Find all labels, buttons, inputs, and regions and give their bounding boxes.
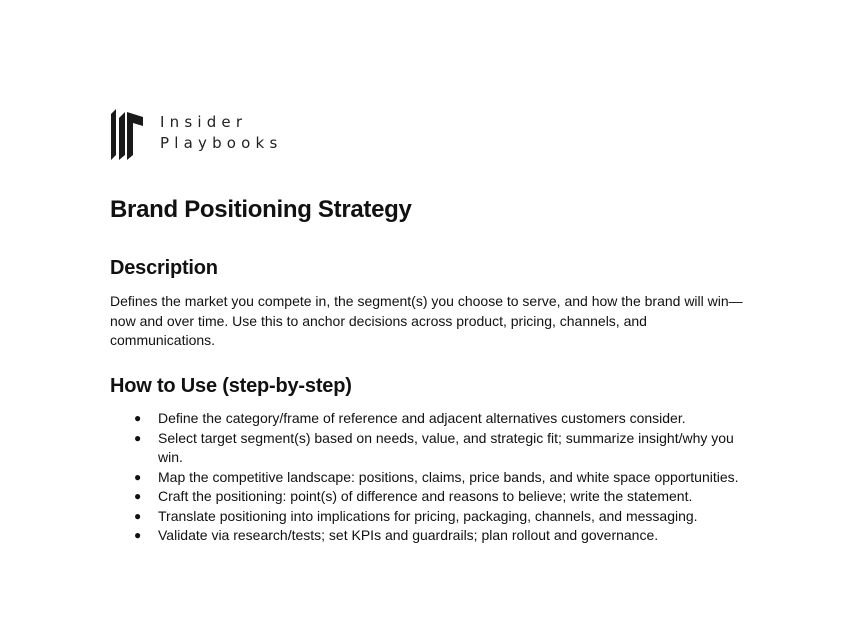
bullet-icon: ●	[134, 411, 142, 425]
how-to-use-heading: How to Use (step-by-step)	[110, 375, 352, 397]
list-item	[110, 487, 750, 507]
steps-list	[110, 409, 750, 546]
bullet-icon: ●	[134, 430, 142, 445]
list-item	[110, 507, 750, 527]
bullet-icon: ●	[134, 469, 142, 484]
step-text: Validate via research/tests; set KPIs and guardrails; plan rollout and governance.	[158, 527, 659, 543]
list-item	[110, 526, 750, 546]
logo-wordmark	[160, 112, 282, 154]
bullet-icon: ●	[134, 528, 142, 542]
list-item	[110, 429, 750, 468]
step-text: Select target segment(s) based on needs, value, and strategic fit; summarize insight/why you win.	[158, 429, 734, 465]
step-text: Translate positioning into implications for pricing, packaging, channels, and messaging.	[158, 507, 698, 524]
list-item	[110, 409, 750, 429]
bullet-icon: ●	[134, 508, 142, 523]
description-heading: Description	[110, 257, 218, 279]
logo-line-1: Insider	[160, 113, 248, 131]
insider-playbooks-logo	[110, 108, 310, 160]
step-text: Craft the positioning: point(s) of difference and reasons to believe; write the statement.	[158, 488, 693, 504]
description-text: Defines the market you compete in, the segment(s) you choose to serve, and how the brand will win—now and over time. Use this to anchor decisions across product, pricing, channels, and communications.	[110, 293, 743, 348]
step-text: Map the competitive landscape: positions, claims, price bands, and white space opportunities.	[158, 468, 739, 485]
step-text: Define the category/frame of reference and adjacent alternatives customers consider.	[158, 410, 686, 426]
page-title: Brand Positioning Strategy	[110, 196, 412, 223]
list-item	[110, 468, 750, 488]
bullet-icon: ●	[134, 489, 142, 503]
ip-monogram-logo-icon	[110, 108, 144, 160]
logo-line-2: Playbooks	[160, 134, 283, 152]
